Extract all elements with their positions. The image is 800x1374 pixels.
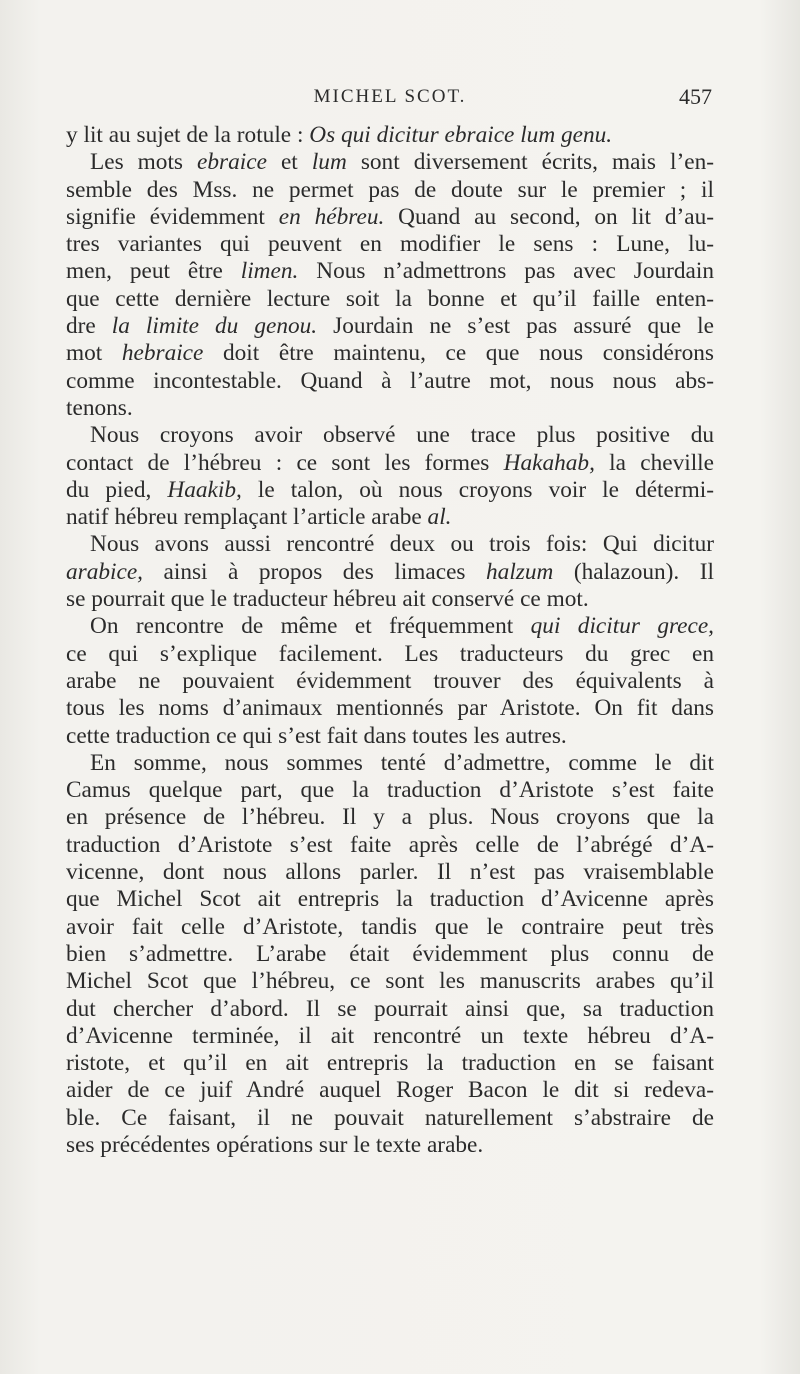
text-line — [66, 996, 714, 1023]
italic-text: arabice, — [66, 558, 143, 585]
text-run: ainsi à propos des limaces — [143, 558, 487, 585]
text-line — [66, 231, 714, 258]
text-run: (halazoun). Il — [553, 558, 714, 585]
text-line — [66, 504, 714, 531]
text-run: Nous n’admettrons pas avec Jourdain — [298, 258, 715, 285]
paragraph — [66, 149, 714, 422]
text-run: Quand au second, on lit d’au- — [384, 203, 714, 230]
text-line — [66, 422, 714, 449]
text-run: mot — [66, 340, 122, 367]
italic-text: Os qui dicitur ebraice lum genu. — [309, 122, 613, 148]
italic-text: Haakib, — [167, 476, 242, 503]
text-run: en présence de l’hébreu. Il y a plus. Nous croyons que la — [66, 804, 714, 831]
text-line — [66, 1077, 714, 1104]
text-line — [66, 1023, 714, 1050]
italic-text: lum — [311, 149, 347, 176]
text-run: y lit au sujet de la rotule : — [66, 122, 310, 148]
text-line — [66, 368, 714, 395]
paragraph — [66, 613, 714, 749]
page-header — [68, 86, 712, 116]
text-run: que cette dernière lecture soit la bonne et qu’il faille enten- — [66, 285, 714, 312]
text-run: Les mots — [90, 149, 198, 176]
text-line — [66, 313, 714, 340]
italic-text: halzum — [486, 558, 554, 585]
text-run: En somme, nous sommes tenté d’admettre, comme le dit — [90, 749, 714, 776]
text-line — [66, 286, 714, 313]
paragraph — [66, 531, 714, 613]
text-line — [66, 613, 714, 640]
text-run: ce qui s’explique facilement. Les traducteurs du grec en — [66, 640, 714, 667]
text-run: natif hébreu remplaçant l’article arabe — [66, 504, 428, 531]
text-run: arabe ne pouvaient évidemment trouver des équivalents à — [66, 667, 714, 694]
text-run: et — [266, 149, 312, 176]
text-line — [66, 641, 714, 668]
text-line — [66, 777, 714, 804]
paragraph — [66, 750, 714, 1159]
text-line — [66, 1050, 714, 1077]
text-run: que Michel Scot ait entrepris la traduction d’Avicenne après — [66, 886, 714, 913]
text-run: se pourrait que le traducteur hébreu ait conservé ce mot. — [66, 586, 589, 613]
text-run: ses précédentes opérations sur le texte arabe. — [66, 1131, 484, 1158]
text-line — [66, 1132, 714, 1159]
text-run: men, peut être — [66, 258, 241, 285]
text-line — [66, 804, 714, 831]
text-line — [66, 450, 714, 477]
italic-text: en hébreu. — [278, 203, 385, 230]
italic-text: ebraice — [197, 149, 267, 176]
text-run: On rencontre de même et fréquemment — [90, 613, 531, 640]
text-line — [66, 968, 714, 995]
text-line — [66, 695, 714, 722]
text-line — [66, 586, 714, 613]
text-line — [66, 859, 714, 886]
text-run: vicenne, dont nous allons parler. Il n’est pas vraisemblable — [66, 859, 714, 886]
text-line — [66, 258, 714, 285]
text-line — [66, 531, 714, 558]
text-line — [66, 122, 714, 149]
paragraph — [66, 422, 714, 531]
text-line — [66, 1105, 714, 1132]
text-line — [66, 886, 714, 913]
text-line — [66, 723, 714, 750]
text-run: comme incontestable. Quand à l’autre mot, nous nous abs- — [66, 367, 714, 394]
italic-text: la limite du genou. — [111, 313, 318, 340]
text-run: semble des Mss. ne permet pas de doute sur le premier ; il — [66, 176, 714, 203]
text-run: Camus quelque part, que la traduction d’Aristote s’est faite — [66, 777, 714, 804]
text-run: bien s’admettre. L’arabe était évidemment plus connu de — [66, 940, 714, 967]
italic-text: Hakahab, — [503, 449, 595, 476]
text-run: avoir fait celle d’Aristote, tandis que le contraire peut très — [66, 913, 714, 940]
body-text — [66, 122, 714, 1159]
text-run: doit être maintenu, ce que nous considérons — [203, 340, 714, 367]
text-line — [66, 914, 714, 941]
text-line — [66, 832, 714, 859]
italic-text: qui dicitur grece, — [530, 613, 715, 640]
text-line — [66, 750, 714, 777]
text-run: ristote, et qu’il en ait entrepris la traduction en se faisant — [66, 1050, 714, 1077]
text-run: Michel Scot que l’hébreu, ce sont les manuscrits arabes qu’il — [66, 968, 714, 995]
text-run: la cheville — [594, 449, 714, 476]
paragraph — [66, 122, 714, 149]
text-run: traduction d’Aristote s’est faite après celle de l’abrégé d’A- — [66, 831, 714, 858]
text-line — [66, 340, 714, 367]
text-run: sont diversement écrits, mais l’en- — [346, 149, 714, 176]
text-run: ble. Ce faisant, il ne pouvait naturellement s’abstraire de — [66, 1104, 714, 1131]
text-line — [66, 177, 714, 204]
text-run: tenons. — [66, 394, 133, 421]
text-run: tous les noms d’animaux mentionnés par Aristote. On fit dans — [66, 695, 714, 722]
running-head: MICHEL SCOT. — [313, 86, 467, 107]
text-run: aider de ce juif André auquel Roger Bacon le dit si redeva- — [66, 1077, 714, 1104]
text-run: dut chercher d’abord. Il se pourrait ainsi que, sa traduction — [66, 995, 714, 1022]
text-run: le talon, où nous croyons voir le détermi- — [241, 476, 714, 503]
italic-text: limen. — [240, 258, 299, 285]
text-run: contact de l’hébreu : ce sont les formes — [66, 449, 504, 476]
text-line — [66, 559, 714, 586]
text-line — [66, 204, 714, 231]
text-run: Jourdain ne s’est pas assuré que le — [317, 313, 714, 340]
text-run: tres variantes qui peuvent en modifier le sens : Lune, lu- — [66, 231, 714, 258]
text-line — [66, 149, 714, 176]
text-run: du pied, — [66, 476, 168, 503]
text-line — [66, 668, 714, 695]
text-run: signifie évidemment — [66, 203, 279, 230]
italic-text: hebraice — [121, 340, 204, 367]
text-run: Nous avons aussi rencontré deux ou trois fois: Qui dicitur — [90, 531, 714, 558]
text-run: d’Avicenne terminée, il ait rencontré un texte hébreu d’A- — [66, 1022, 714, 1049]
page-number: 457 — [679, 84, 712, 109]
text-run: dre — [66, 313, 112, 340]
text-line — [66, 941, 714, 968]
text-line — [66, 477, 714, 504]
text-run: Nous croyons avoir observé une trace plus positive du — [90, 422, 714, 449]
italic-text: al. — [427, 504, 452, 531]
text-run: cette traduction ce qui s’est fait dans toutes les autres. — [66, 722, 567, 749]
text-line — [66, 395, 714, 422]
